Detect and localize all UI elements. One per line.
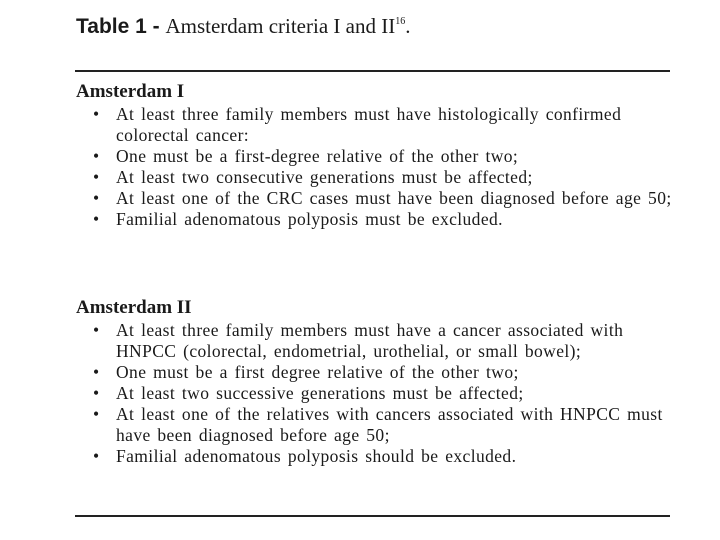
- criteria-item: [76, 146, 676, 167]
- table-bottom-rule: [75, 515, 670, 517]
- bullet-icon: •: [93, 167, 100, 187]
- bullet-icon: •: [93, 446, 100, 466]
- criteria-text: One must be a first degree relative of the other two;: [116, 362, 519, 382]
- criteria-list: [76, 320, 676, 467]
- criteria-text: At least three family members must have a cancer associated with HNPCC (colorectal, endometrial, urothelial, or small bowel);: [116, 320, 624, 361]
- criteria-item: [76, 188, 676, 209]
- criteria-item: [76, 104, 676, 146]
- table-caption-period: .: [405, 14, 411, 38]
- bullet-icon: •: [93, 104, 100, 124]
- criteria-text: At least three family members must have histologically confirmed colorectal cancer:: [116, 104, 622, 145]
- criteria-list: [76, 104, 676, 230]
- bullet-icon: •: [93, 146, 100, 166]
- section-title: Amsterdam I: [76, 81, 185, 102]
- bullet-icon: •: [93, 320, 100, 340]
- criteria-item: [76, 383, 676, 404]
- criteria-item: [76, 209, 676, 230]
- table-caption: [76, 14, 410, 39]
- criteria-text: At least two consecutive generations must be affected;: [116, 167, 533, 187]
- bullet-icon: •: [93, 209, 100, 229]
- criteria-item: [76, 362, 676, 383]
- criteria-item: [76, 446, 676, 467]
- criteria-text: At least one of the relatives with cancers associated with HNPCC must have been diagnosed before age 50;: [116, 404, 663, 445]
- bullet-icon: •: [93, 404, 100, 424]
- criteria-item: [76, 404, 676, 446]
- bullet-icon: •: [93, 362, 100, 382]
- section-title: Amsterdam II: [76, 297, 192, 318]
- table-top-rule: [75, 70, 670, 72]
- section-amsterdam-i: [76, 80, 676, 230]
- criteria-item: [76, 320, 676, 362]
- bullet-icon: •: [93, 188, 100, 208]
- criteria-text: Familial adenomatous polyposis should be excluded.: [116, 446, 517, 466]
- table-caption-reference: 16: [395, 16, 406, 27]
- table-caption-text: Amsterdam criteria I and II: [165, 14, 396, 38]
- criteria-text: At least one of the CRC cases must have been diagnosed before age 50;: [116, 188, 672, 208]
- criteria-item: [76, 167, 676, 188]
- criteria-text: One must be a first-degree relative of the other two;: [116, 146, 519, 166]
- table-caption-label: Table 1 -: [76, 15, 166, 38]
- criteria-text: At least two successive generations must be affected;: [116, 383, 524, 403]
- section-amsterdam-ii: [76, 296, 676, 467]
- criteria-text: Familial adenomatous polyposis must be excluded.: [116, 209, 503, 229]
- bullet-icon: •: [93, 383, 100, 403]
